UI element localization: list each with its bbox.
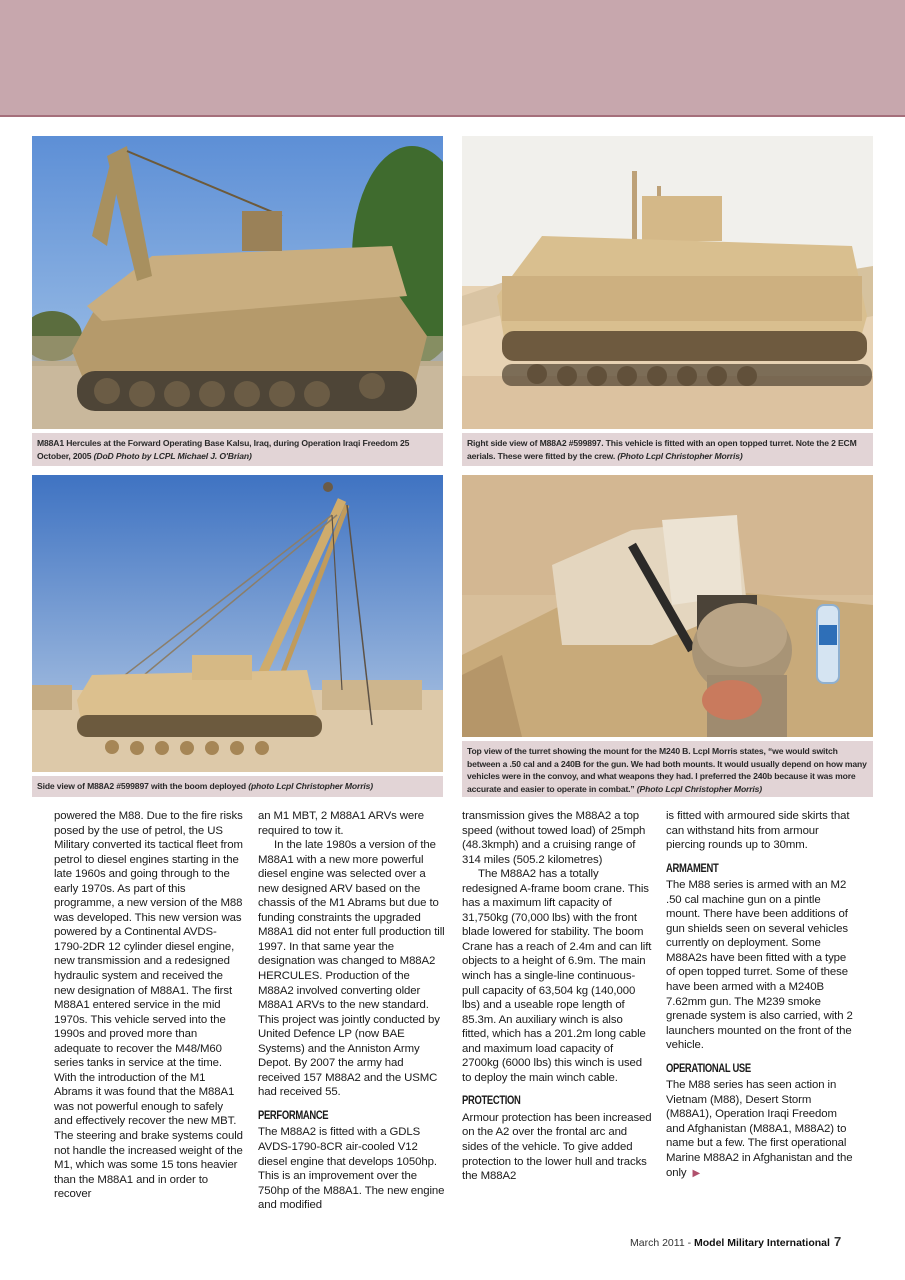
header-band: [0, 0, 905, 117]
article-column-4: [666, 809, 856, 1181]
article-column-1: [54, 809, 244, 1202]
paragraph: The M88A2 has a totally redesigned A-frame boom crane. This has a maximum lift capacity of 31,750kg (70,000 lbs) with the front blade lowered for stability. The boom Crane has a reach of 2.4m and can lift objects to a height of 6.9m. The main winch has a single-line continuous- pull capacity of 63,504 kg (140,000 lbs) and a useable rope length of 85.3m. An auxiliary winch is also fitted, which has a 201.2m long cable and maximum load capacity of 2700kg (6000 lbs) this winch is used to deploy the main winch cable.: [462, 868, 652, 1084]
paragraph: Armour protection has been increased on the A2 over the frontal arc and sides of the vehicle. To give added protection to the lower hull and tracks the M88A2: [462, 1111, 652, 1183]
paragraph: The M88 series is armed with an M2 .50 cal machine gun on a pintle mount. There have been additions of gun shields seen on several vehicles currently on deployment. Some M88A2s have been fitted with a type of open topped turret. Some of these have been armed with a M240B 7.62mm gun. The M239 smoke grenade system is also carried, with 2 launchers mounted on the front of the vehicle.: [666, 879, 853, 1052]
photo-m88a2-boom-deployed: [32, 475, 443, 772]
section-heading-armament: ARMAMENT: [666, 862, 719, 875]
paragraph: transmission gives the M88A2 a top speed (without towed load) of 25mph (48.3kmph) and a cruising range of 314 miles (505.2 kilometres): [462, 810, 646, 866]
photo-credit: (DoD Photo by LCPL Michael J. O'Brian): [93, 450, 252, 461]
paragraph: In the late 1980s a version of the M88A1 with a new more powerful diesel engine was selected over a new designed ARV based on the chassis of the M1 Abrams but due to funding constraints the upgraded M88A1 did not enter full production till 1997. In that same year the designation was changed to M88A2 HERCULES. Production of the M88A2 involved converting older M88A1 ARVs to the new standard. This project was jointly conducted by United Defence LP (now BAE Systems) and the Anniston Army Depot. By 2007 the army had received 157 M88A2 and the USMC had received 55.: [258, 839, 445, 1099]
photo-turret-top-view: [462, 475, 873, 737]
caption-top-right: [462, 433, 873, 466]
footer-date: March 2011 -: [630, 1237, 694, 1249]
section-heading-operational-use: OPERATIONAL USE: [666, 1062, 751, 1075]
paragraph: [666, 1078, 856, 1181]
photo-credit: (photo Lcpl Christopher Morris): [248, 781, 373, 791]
article-column-3: [462, 809, 652, 1184]
paragraph: powered the M88. Due to the fire risks posed by the use of petrol, the US Military converted its tactical fleet from petrol to diesel engines starting in the late 1960s and going through to the early 1970s. As part of this programme, a new version of the M88 was developed. This new version was powered by a Continental AVDS-1790-2DR 12 cylinder diesel engine, new transmission and a redesigned hydraulic system and received the new designation of M88A1. The first M88A1 entered service in the mid 1970s. This vehicle served into the 1990s and proved more than adequate to recover the M48/M60 series tanks in service at the time. With the introduction of the M1 Abrams it was found that the M88A1 was not powerful enough to safely and effectively recover the new MBT. The steering and brake systems could not handle the increased weight of the M1, which was some 15 tons heavier than the M88A1 and in order to recover: [54, 810, 243, 1201]
caption-text: Side view of M88A2 #599897 with the boom deployed: [37, 781, 246, 791]
continue-arrow-icon: ▶: [692, 1167, 701, 1179]
photo-m88a1-kalsu: [32, 136, 443, 429]
photo-credit: (Photo Lcpl Christopher Morris): [636, 783, 763, 794]
article-column-2: [258, 809, 448, 1213]
photo-m88a2-right-side: [462, 136, 873, 429]
page-footer: [630, 1234, 841, 1249]
footer-magazine-title: Model Military International: [694, 1237, 830, 1249]
caption-text: M88A1 Hercules at the Forward Operating Base Kalsu, Iraq, during Operation Iraqi Freedom 25 October, 2005: [37, 438, 410, 461]
caption-text: Top view of the turret showing the mount for the M240 B. Lcpl Morris states, “we would switch between a .50 cal and a 240B for the gun. We had both mounts. It would usually depend on how many vehicles were in the convoy, and what weapons they had. I preferred the 240b because it was more accurate and easier to operate in combat.”: [467, 746, 867, 794]
caption-bottom-right: [462, 741, 873, 797]
section-heading-protection: PROTECTION: [462, 1095, 521, 1108]
paragraph: an M1 MBT, 2 M88A1 ARVs were required to tow it.: [258, 810, 425, 837]
caption-bottom-left: [32, 776, 443, 797]
photo-credit: (Photo Lcpl Christopher Morris): [617, 450, 743, 461]
caption-top-left: [32, 433, 443, 466]
paragraph-text: The M88 series has seen action in Vietnam (M88), Desert Storm (M88A1), Operation Iraqi Freedom and Afghanistan (M88A1, M88A2) to name but a few. The first operational Marine M88A2 in Afghanistan and the only: [666, 1079, 853, 1179]
paragraph: The M88A2 is fitted with a GDLS AVDS-1790-8CR air-cooled V12 diesel engine that develops 1050hp. This is an improvement over the 750hp of the M88A1. The new engine and modified: [258, 1126, 445, 1212]
page-number: 7: [833, 1234, 842, 1249]
caption-text: Right side view of M88A2 #599897. This vehicle is fitted with an open topped turret. Note the 2 ECM aerials. These were fitted by the crew.: [467, 438, 857, 461]
paragraph: is fitted with armoured side skirts that can withstand hits from armour piercing rounds up to 30mm.: [666, 810, 850, 852]
section-heading-performance: PERFORMANCE: [258, 1109, 329, 1122]
